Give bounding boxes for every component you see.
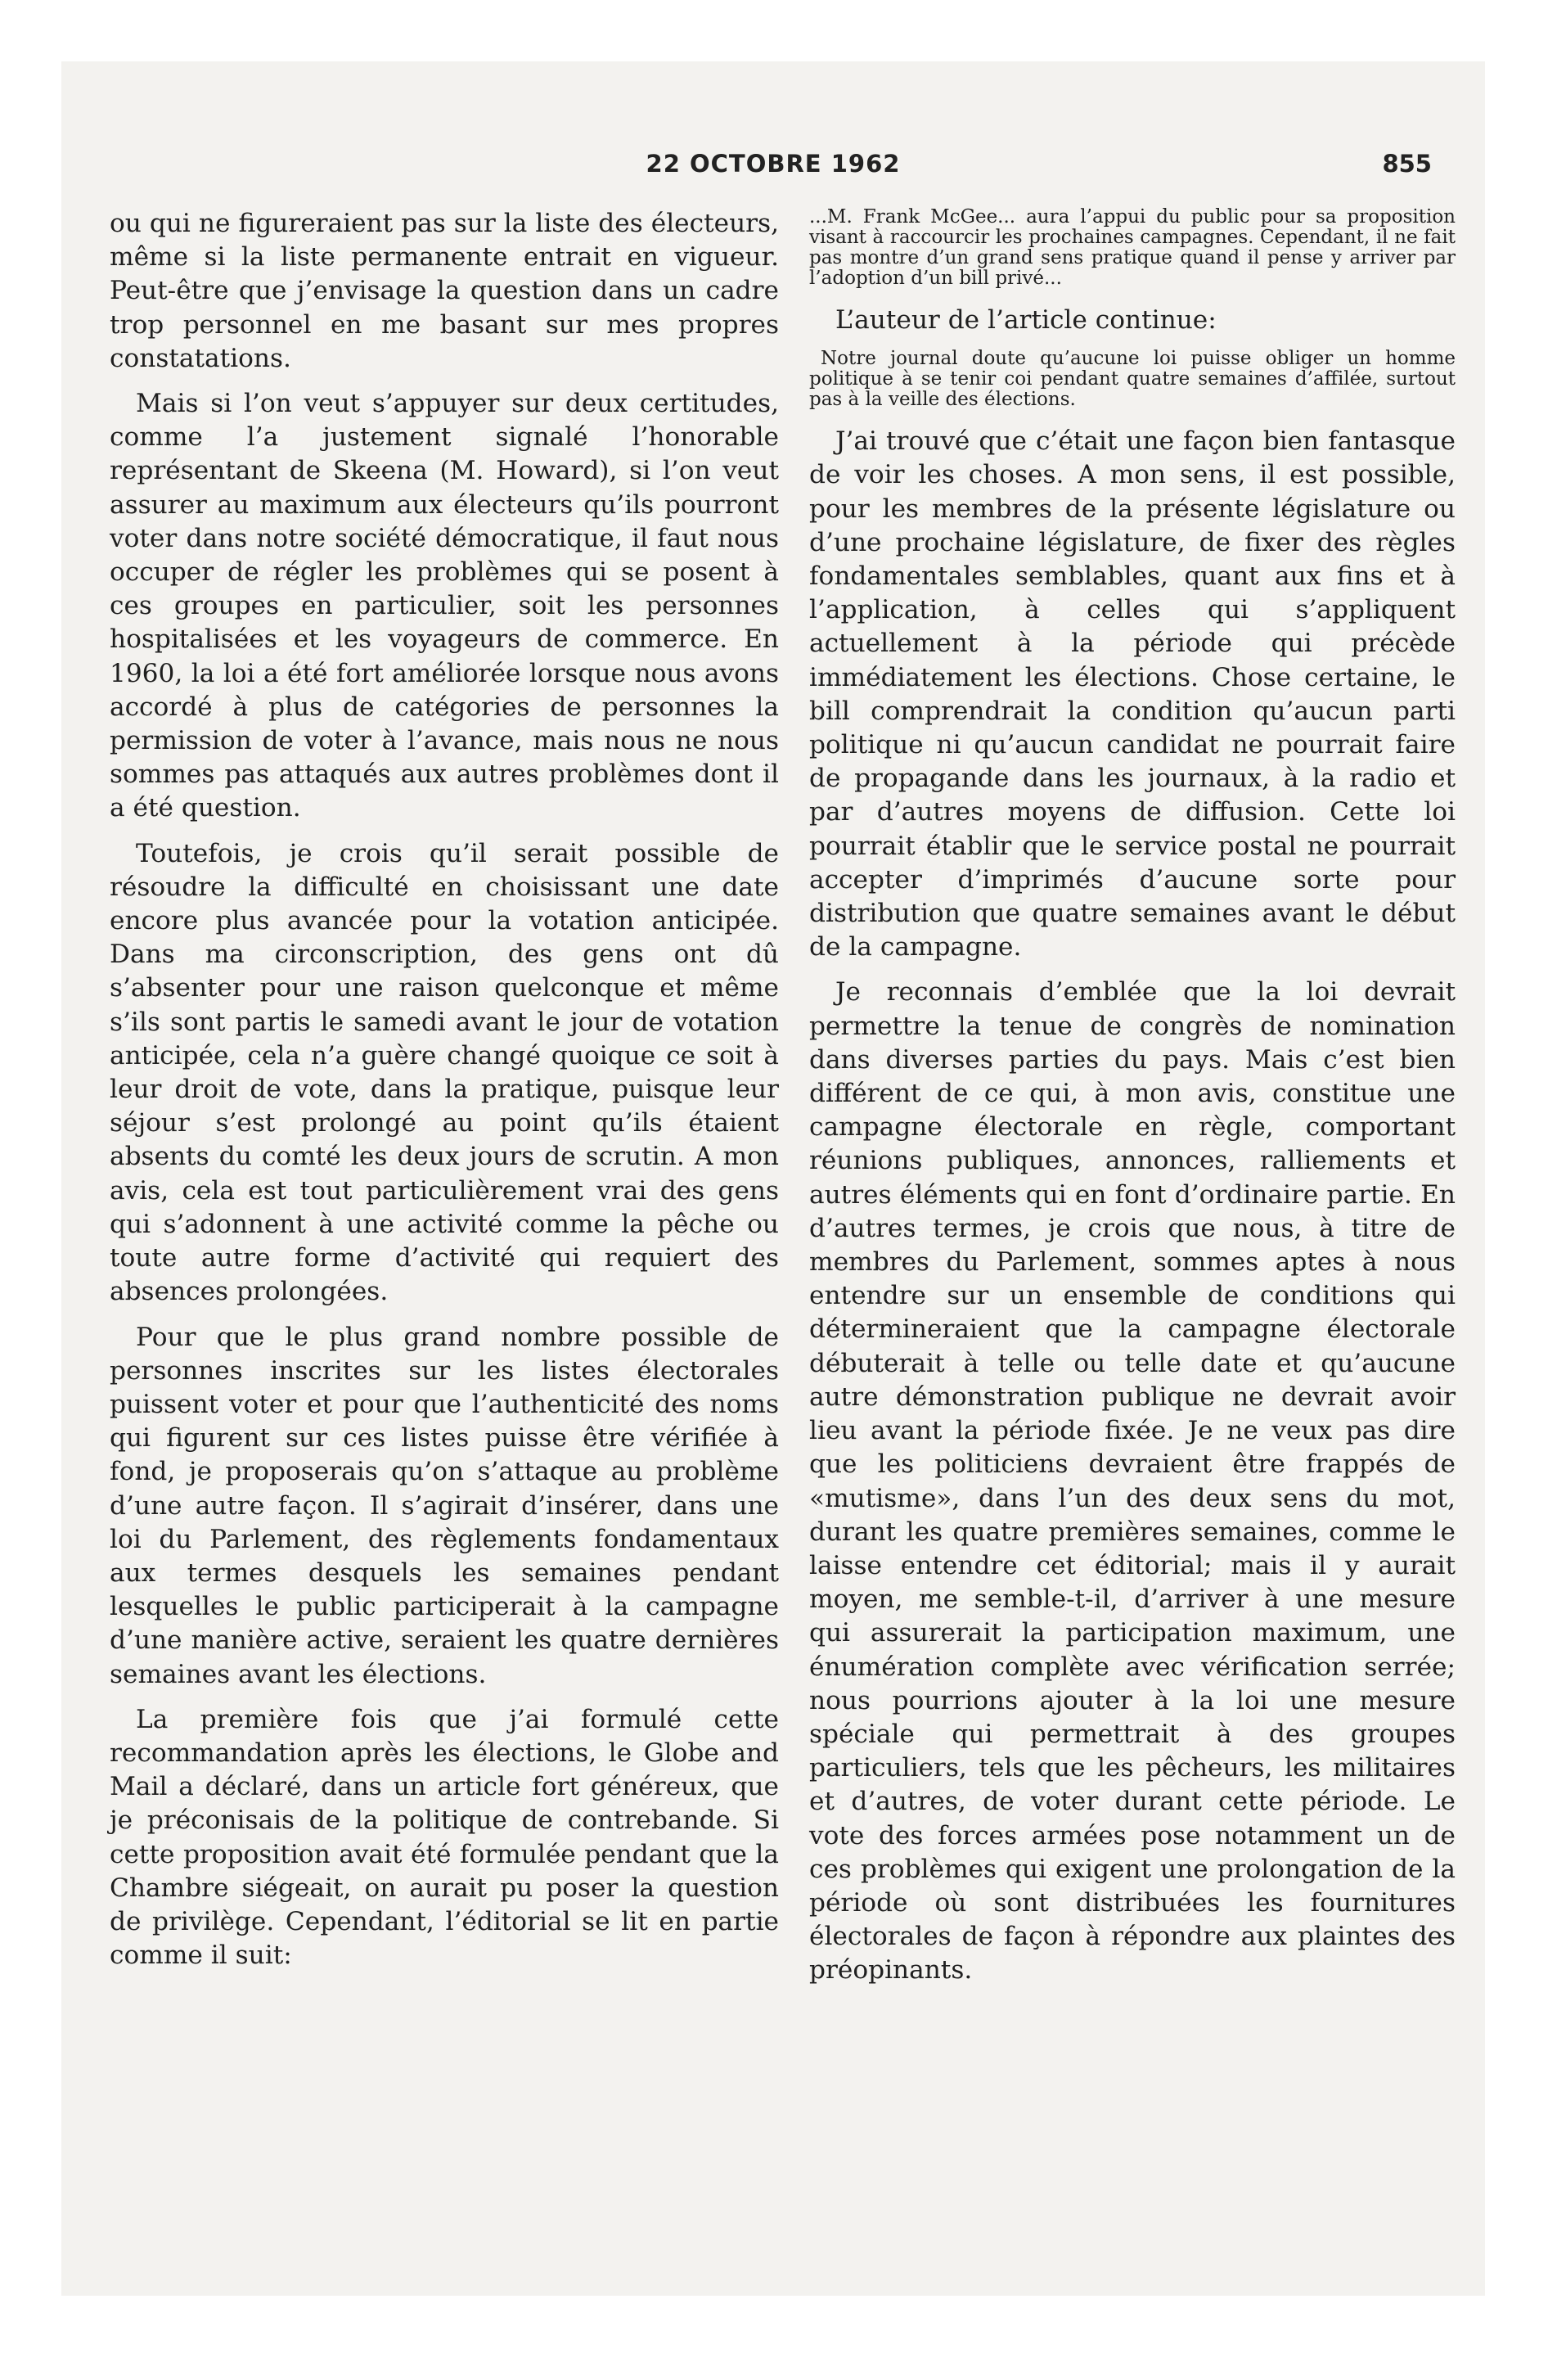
paragraph: Mais si l’on veut s’appuyer sur deux certitudes, comme l’a justement signalé l’honorable représentant de Skeena (M. Howard), si l’on veut assurer au maximum aux électeurs qu’ils pourront voter dans notre société démocratique, il faut nous occuper de régler les problèmes qui se posent à ces groupes en particulier, soit les personnes hospitalisées et les voyageurs de commerce. En 1960, la loi a été fort améliorée lorsque nous avons accordé à plus de catégories de personnes la permission de voter à l’avance, mais nous ne nous sommes pas attaqués aux autres problèmes dont il a été question. (110, 389, 779, 823)
left-column (110, 207, 779, 1984)
paragraph: Toutefois, je crois qu’il serait possible de résoudre la difficulté en choisissant une date encore plus avancée pour la votation anticipée. Dans ma circonscription, des gens ont dû s’absenter pour une raison quelconque et même s’ils sont partis le samedi avant le jour de votation anticipée, cela n’a guère changé quoique ce soit à leur droit de vote, dans la pratique, puisque leur séjour s’est prolongé au point qu’ils étaient absents du comté les deux jours de scrutin. A mon avis, cela est tout particulièrement vrai des gens qui s’adonnent à une activité comme la pêche ou toute autre forme d’activité qui requiert des absences prolongées. (110, 838, 779, 1307)
document-page (61, 61, 1485, 2296)
paragraph: L’auteur de l’article continue: (835, 305, 1217, 335)
header-date: 22 OCTOBRE 1962 (646, 150, 901, 178)
paragraph: Pour que le plus grand nombre possible de personnes inscrites sur les listes électorales puissent voter et pour que l’authenticité des noms qui figurent sur ces listes puisse être vérifiée à fond, je proposerais qu’on s’attaque au problème d’une autre façon. Il s’agirait d’insérer, dans une loi du Parlement, des règlements fondamentaux aux termes desquels les semaines pendant lesquelles le public participerait à la campagne d’une manière active, seraient les quatre dernières semaines avant les élections. (110, 1322, 779, 1689)
page-number: 855 (1382, 150, 1432, 178)
quoted-excerpt: ...M. Frank McGee... aura l’appui du public pour sa proposition visant à raccourcir les prochaines campagnes. Cependant, il ne fait pas montre d’un grand sens pratique quand il pense y arriver par l’adoption d’un bill privé... (809, 206, 1456, 289)
quoted-excerpt: Notre journal doute qu’aucune loi puisse obliger un homme politique à se tenir coi pendant quatre semaines d’affilée, surtout pas à la veille des élections. (809, 348, 1456, 411)
paragraph: ou qui ne figureraient pas sur la liste des électeurs, même si la liste permanente entrait en vigueur. Peut-être que j’envisage la question dans un cadre trop personnel en me basant sur mes propres constatations. (110, 209, 779, 373)
paragraph: J’ai trouvé que c’était une façon bien fantasque de voir les choses. A mon sens, il est possible, pour les membres de la présente législature ou d’une prochaine législature, de fixer des règles fondamentales semblables, quant aux fins et à l’application, à celles qui s’appliquent actuellement à la période qui précède immédiatement les élections. Chose certaine, le bill comprendrait la condition qu’aucun parti politique ni qu’aucun candidat ne pourrait faire de propagande dans les journaux, à la radio et par d’autres moyens de diffusion. Cette loi pourrait établir que le service postal ne pourrait accepter d’imprimés d’aucune sorte pour distribution que quatre semaines avant le début de la campagne. (809, 426, 1456, 962)
paragraph: La première fois que j’ai formulé cette recommandation après les élections, le Globe and Mail a déclaré, dans un article fort généreux, que je préconisais de la politique de contrebande. Si cette proposition avait été formulée pendant que la Chambre siégeait, on aurait pu poser la question de privilège. Cependant, l’éditorial se lit en partie comme il suit: (110, 1704, 779, 1971)
right-column (809, 207, 1456, 1999)
paragraph: Je reconnais d’emblée que la loi devrait permettre la tenue de congrès de nomination dans diverses parties du pays. Mais c’est bien différent de ce qui, à mon avis, constitue une campagne électorale en règle, comportant réunions publiques, annonces, ralliements et autres éléments qui en font d’ordinaire partie. En d’autres termes, je crois que nous, à titre de membres du Parlement, sommes aptes à nous entendre sur un ensemble de conditions qui détermineraient que la campagne électorale débuterait à telle ou telle date et qu’aucune autre démonstration publique ne devrait avoir lieu avant la période fixée. Je ne veux pas dire que les politiciens devraient être frappés de «mutisme», dans l’un des deux sens du mot, durant les quatre premières semaines, comme le laisse entendre cet éditorial; mais il y aurait moyen, me semble-t-il, d’arriver à une mesure qui assurerait la participation maximum, une énumération complète avec vérification serrée; nous pourrions ajouter à la loi une mesure spéciale qui permettrait à des groupes particuliers, tels que les pêcheurs, les militaires et d’autres, de voter durant cette période. Le vote des forces armées pose notamment un de ces problèmes qui exigent une prolongation de la période où sont distribuées les fournitures électorales de façon à répondre aux plaintes des préopinants. (809, 977, 1456, 1986)
running-header (61, 150, 1485, 186)
